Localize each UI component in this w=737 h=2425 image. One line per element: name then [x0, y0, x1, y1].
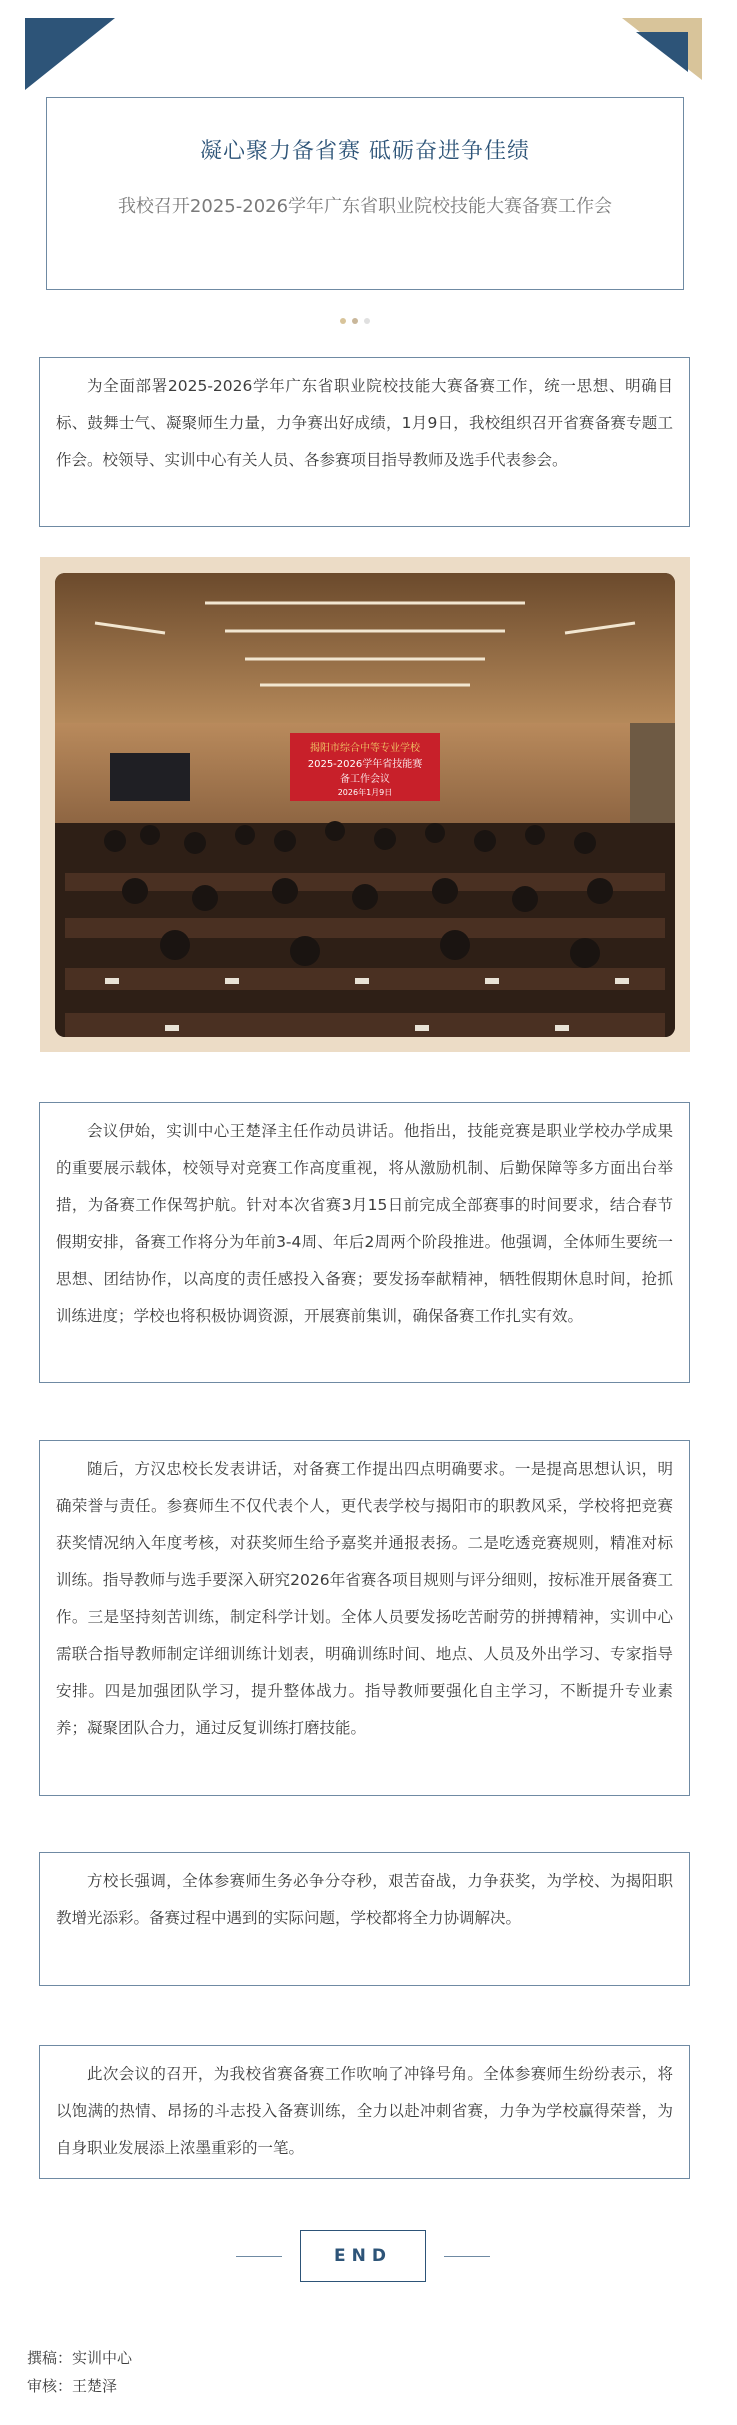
paragraph-box-2	[39, 1102, 690, 1383]
dot-1	[340, 318, 346, 324]
banner-date: 2026年1月9日	[337, 788, 393, 797]
end-marker	[0, 2230, 737, 2282]
page-title: 凝心聚力备省赛 砥砺奋进争佳绩	[200, 139, 530, 164]
dot-2	[352, 318, 358, 324]
paragraph-box-5	[39, 2045, 690, 2179]
meeting-photo	[55, 573, 675, 1037]
end-label: END	[300, 2230, 426, 2282]
paragraph-4: 方校长强调，全体参赛师生务必争分夺秒，艰苦奋战，力争获奖，为学校、为揭阳职教增光添彩。备赛过程中遇到的实际问题，学校都将全力协调解决。	[56, 1872, 673, 1927]
banner-line-2: 2025-2026学年省技能赛	[307, 759, 423, 770]
credit-reviewer: 审核：王楚泽	[27, 2377, 118, 2395]
credit-writer: 撰稿：实训中心	[27, 2349, 133, 2367]
end-line-left	[236, 2256, 282, 2257]
page-subtitle: 我校召开2025-2026学年广东省职业院校技能大赛备赛工作会	[117, 196, 613, 217]
dot-3	[364, 318, 370, 324]
banner-line-1: 揭阳市综合中等专业学校	[310, 743, 420, 754]
photo-frame	[40, 557, 690, 1052]
paragraph-2: 会议伊始，实训中心王楚泽主任作动员讲话。他指出，技能竞赛是职业学校办学成果的重要展示载体，校领导对竞赛工作高度重视，将从激励机制、后勤保障等多方面出台举措，为备赛工作保驾护航。针对本次省赛3月15日前完成全部赛事的时间要求，结合春节假期安排，备赛工作将分为年前3-4周、年后2周两个阶段推进。他强调，全体师生要统一思想、团结协作，以高度的责任感投入备赛；要发扬奉献精神，牺牲假期休息时间，抢抓训练进度；学校也将积极协调资源，开展赛前集训，确保备赛工作扎实有效。	[56, 1122, 673, 1325]
paragraph-1: 为全面部署2025-2026学年广东省职业院校技能大赛备赛工作，统一思想、明确目标、鼓舞士气、凝聚师生力量，力争赛出好成绩，1月9日，我校组织召开省赛备赛专题工作会。校领导、实训中心有关人员、各参赛项目指导教师及选手代表参会。	[56, 377, 673, 469]
corner-decoration-right	[622, 18, 702, 80]
title-box	[46, 97, 684, 290]
corner-decoration-left	[25, 18, 115, 90]
paragraph-3: 随后，方汉忠校长发表讲话，对备赛工作提出四点明确要求。一是提高思想认识，明确荣誉与责任。参赛师生不仅代表个人，更代表学校与揭阳市的职教风采，学校将把竞赛获奖情况纳入年度考核，对获奖师生给予嘉奖并通报表扬。二是吃透竞赛规则，精准对标训练。指导教师与选手要深入研究2026年省赛各项目规则与评分细则，按标准开展备赛工作。三是坚持刻苦训练，制定科学计划。全体人员要发扬吃苦耐劳的拼搏精神，实训中心需联合指导教师制定详细训练计划表，明确训练时间、地点、人员及外出学习、专家指导安排。四是加强团队学习，提升整体战力。指导教师要强化自主学习，不断提升专业素养；凝聚团队合力，通过反复训练打磨技能。	[56, 1460, 673, 1737]
banner-line-3: 备工作会议	[340, 774, 390, 785]
paragraph-box-3	[39, 1440, 690, 1796]
end-line-right	[444, 2256, 490, 2257]
paragraph-5: 此次会议的召开，为我校省赛备赛工作吹响了冲锋号角。全体参赛师生纷纷表示，将以饱满的热情、昂扬的斗志投入备赛训练，全力以赴冲刺省赛，力争为学校赢得荣誉，为自身职业发展添上浓墨重彩的一笔。	[56, 2065, 673, 2157]
paragraph-box-1	[39, 357, 690, 527]
paragraph-box-4	[39, 1852, 690, 1986]
